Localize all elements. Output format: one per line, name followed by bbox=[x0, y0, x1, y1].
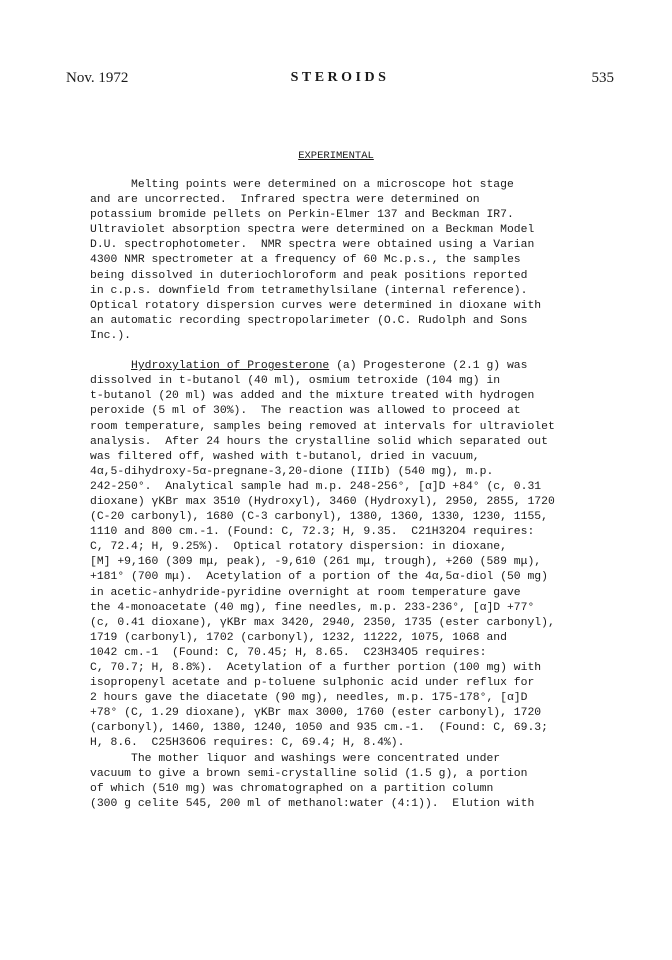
text-line: vacuum to give a brown semi-crystalline solid (1.5 g), a portion bbox=[90, 767, 528, 780]
journal-title: STEROIDS bbox=[290, 70, 390, 85]
text-line: C, 70.7; H, 8.8%). Acetylation of a further portion (100 mg) with bbox=[90, 662, 542, 674]
text-line: (c, 0.41 dioxane), γKBr max 3420, 2940, 2350, 1735 (ester carbonyl), bbox=[90, 616, 555, 629]
text-line: 1110 and 800 cm.-1. (Found: C, 72.3; H, 9.35. C21H32O4 requires: bbox=[90, 526, 535, 539]
text-line: Optical rotatory dispersion curves were determined in dioxane with bbox=[90, 299, 542, 312]
text-line: in c.p.s. downfield from tetramethylsilane (internal reference). bbox=[90, 284, 528, 297]
text-line: of which (510 mg) was chromatographed on a partition column bbox=[90, 782, 494, 795]
paragraph-methods bbox=[90, 178, 590, 344]
text-line: an automatic recording spectropolarimeter (O.C. Rudolph and Sons bbox=[90, 314, 528, 327]
text-line: room temperature, samples being removed at intervals for ultraviolet bbox=[90, 420, 555, 433]
text-line: The mother liquor and washings were concentrated under bbox=[90, 752, 501, 765]
text-line: [M] +9,160 (309 mμ, peak), -9,610 (261 mμ, trough), +260 (589 mμ), bbox=[90, 556, 542, 569]
text-line: peroxide (5 ml of 30%). The reaction was allowed to proceed at bbox=[90, 405, 521, 418]
text-line: isopropenyl acetate and p-toluene sulphonic acid under reflux for bbox=[90, 677, 535, 690]
text-line: 4300 NMR spectrometer at a frequency of 60 Mc.p.s., the samples bbox=[90, 254, 521, 267]
text-line: H, 8.6. C25H36O6 requires: C, 69.4; H, 8.4%). bbox=[90, 737, 405, 750]
text-line: being dissolved in duteriochloroform and peak positions reported bbox=[90, 269, 528, 282]
text-line: dioxane) γKBr max 3510 (Hydroxyl), 3460 (Hydroxyl), 2950, 2855, 1720 bbox=[90, 495, 555, 508]
text-line: (300 g celite 545, 200 ml of methanol:water (4:1)). Elution with bbox=[90, 797, 535, 810]
page-number: 535 bbox=[591, 70, 614, 86]
section-title: EXPERIMENTAL bbox=[298, 150, 374, 162]
paragraph-first-line bbox=[90, 359, 590, 374]
subsection-title: Hydroxylation of Progesterone bbox=[131, 360, 330, 373]
text-line: +181° (700 mμ). Acetylation of a portion of the 4α,5α-diol (50 mg) bbox=[90, 571, 548, 584]
text-line: dissolved in t-butanol (40 ml), osmium tetroxide (104 mg) in bbox=[90, 375, 501, 388]
first-line-rest: (a) Progesterone (2.1 g) was bbox=[329, 360, 528, 373]
running-header bbox=[66, 70, 614, 92]
text-line: Ultraviolet absorption spectra were determined on a Beckman Model bbox=[90, 224, 535, 237]
text-line: Inc.). bbox=[90, 329, 132, 342]
text-line: was filtered off, washed with t-butanol, dried in vacuum, bbox=[90, 450, 480, 463]
text-line: and are uncorrected. Infrared spectra were determined on bbox=[90, 194, 480, 207]
text-line: +78° (C, 1.29 dioxane), γKBr max 3000, 1760 (ester carbonyl), 1720 bbox=[90, 707, 542, 720]
text-line: 1719 (carbonyl), 1702 (carbonyl), 1232, 11222, 1075, 1068 and bbox=[90, 631, 507, 644]
text-line: Melting points were determined on a microscope hot stage bbox=[90, 179, 514, 191]
text-line: 4α,5-dihydroxy-5α-pregnane-3,20-dione (IIIb) (540 mg), m.p. bbox=[90, 465, 494, 478]
issue-date: Nov. 1972 bbox=[66, 70, 129, 86]
text-line: D.U. spectrophotometer. NMR spectra were obtained using a Varian bbox=[90, 239, 535, 252]
indent bbox=[90, 360, 131, 372]
section-heading bbox=[0, 150, 672, 162]
text-line: in acetic-anhydride-pyridine overnight at room temperature gave bbox=[90, 586, 521, 599]
text-line: t-butanol (20 ml) was added and the mixture treated with hydrogen bbox=[90, 390, 535, 403]
text-line: the 4-monoacetate (40 mg), fine needles, m.p. 233-236°, [α]D +77° bbox=[90, 601, 535, 614]
text-line: 2 hours gave the diacetate (90 mg), needles, m.p. 175-178°, [α]D bbox=[90, 692, 528, 705]
text-line: 1042 cm.-1 (Found: C, 70.45; H, 8.65. C23H34O5 requires: bbox=[90, 646, 487, 659]
paragraph-gap bbox=[90, 344, 590, 359]
text-line: 242-250°. Analytical sample had m.p. 248-256°, [α]D +84° (c, 0.31 bbox=[90, 480, 542, 493]
text-line: (C-20 carbonyl), 1680 (C-3 carbonyl), 1380, 1360, 1330, 1230, 1155, bbox=[90, 511, 548, 524]
body-text bbox=[90, 178, 590, 812]
text-line: C, 72.4; H, 9.25%). Optical rotatory dispersion: in dioxane, bbox=[90, 541, 507, 554]
text-line: (carbonyl), 1460, 1380, 1240, 1050 and 935 cm.-1. (Found: C, 69.3; bbox=[90, 722, 548, 735]
text-line: potassium bromide pellets on Perkin-Elmer 137 and Beckman IR7. bbox=[90, 209, 514, 222]
paragraph-hydroxylation bbox=[90, 374, 590, 812]
text-line: analysis. After 24 hours the crystalline solid which separated out bbox=[90, 435, 548, 448]
